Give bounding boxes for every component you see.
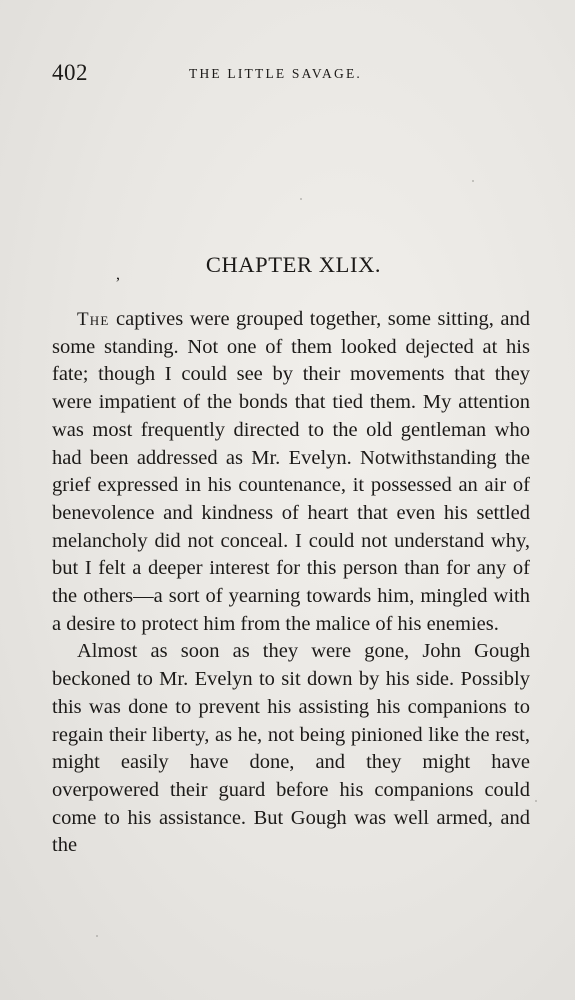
running-title: THE LITTLE SAVAGE. — [189, 66, 362, 81]
paragraph-lead-word: The — [77, 309, 110, 330]
paper-speck — [472, 180, 474, 182]
stray-print-mark: , — [116, 266, 120, 283]
paragraph-text: captives were grouped together, some sitting, and some standing. Not one of them looked dejected at his fate; though I could see by their movements that they were impatient of the bonds that tied them. My attention was most frequently directed to the old gentleman who had been addressed as Mr. Evelyn. Notwithstanding the grief expressed in his countenance, it possessed an air of benevolence and kindness of heart that even his settled melancholy did not conceal. I could not understand why, but I felt a deeper interest for this person than for any of the others—a sort of yearning towards him, mingled with a desire to protect him from the malice of his enemies. — [52, 308, 530, 635]
paragraph-text: Almost as soon as they were gone, John Gough beckoned to Mr. Evelyn to sit down by his side. Possibly this was done to prevent his assisting his companions to regain their liberty, as he, not being pinioned like the rest, might easily have done, and they might have overpowered their guard before his companions could come to his assistance. But Gough was well armed, and the — [52, 640, 530, 857]
page-number: 402 — [52, 60, 88, 85]
running-head — [52, 60, 531, 90]
chapter-title: CHAPTER XLIX. — [205, 252, 382, 277]
paper-speck — [535, 800, 537, 802]
paragraph — [52, 306, 530, 638]
paragraph — [52, 638, 530, 860]
paper-speck — [96, 935, 98, 937]
paper-speck — [300, 198, 302, 200]
chapter-body — [52, 306, 530, 860]
